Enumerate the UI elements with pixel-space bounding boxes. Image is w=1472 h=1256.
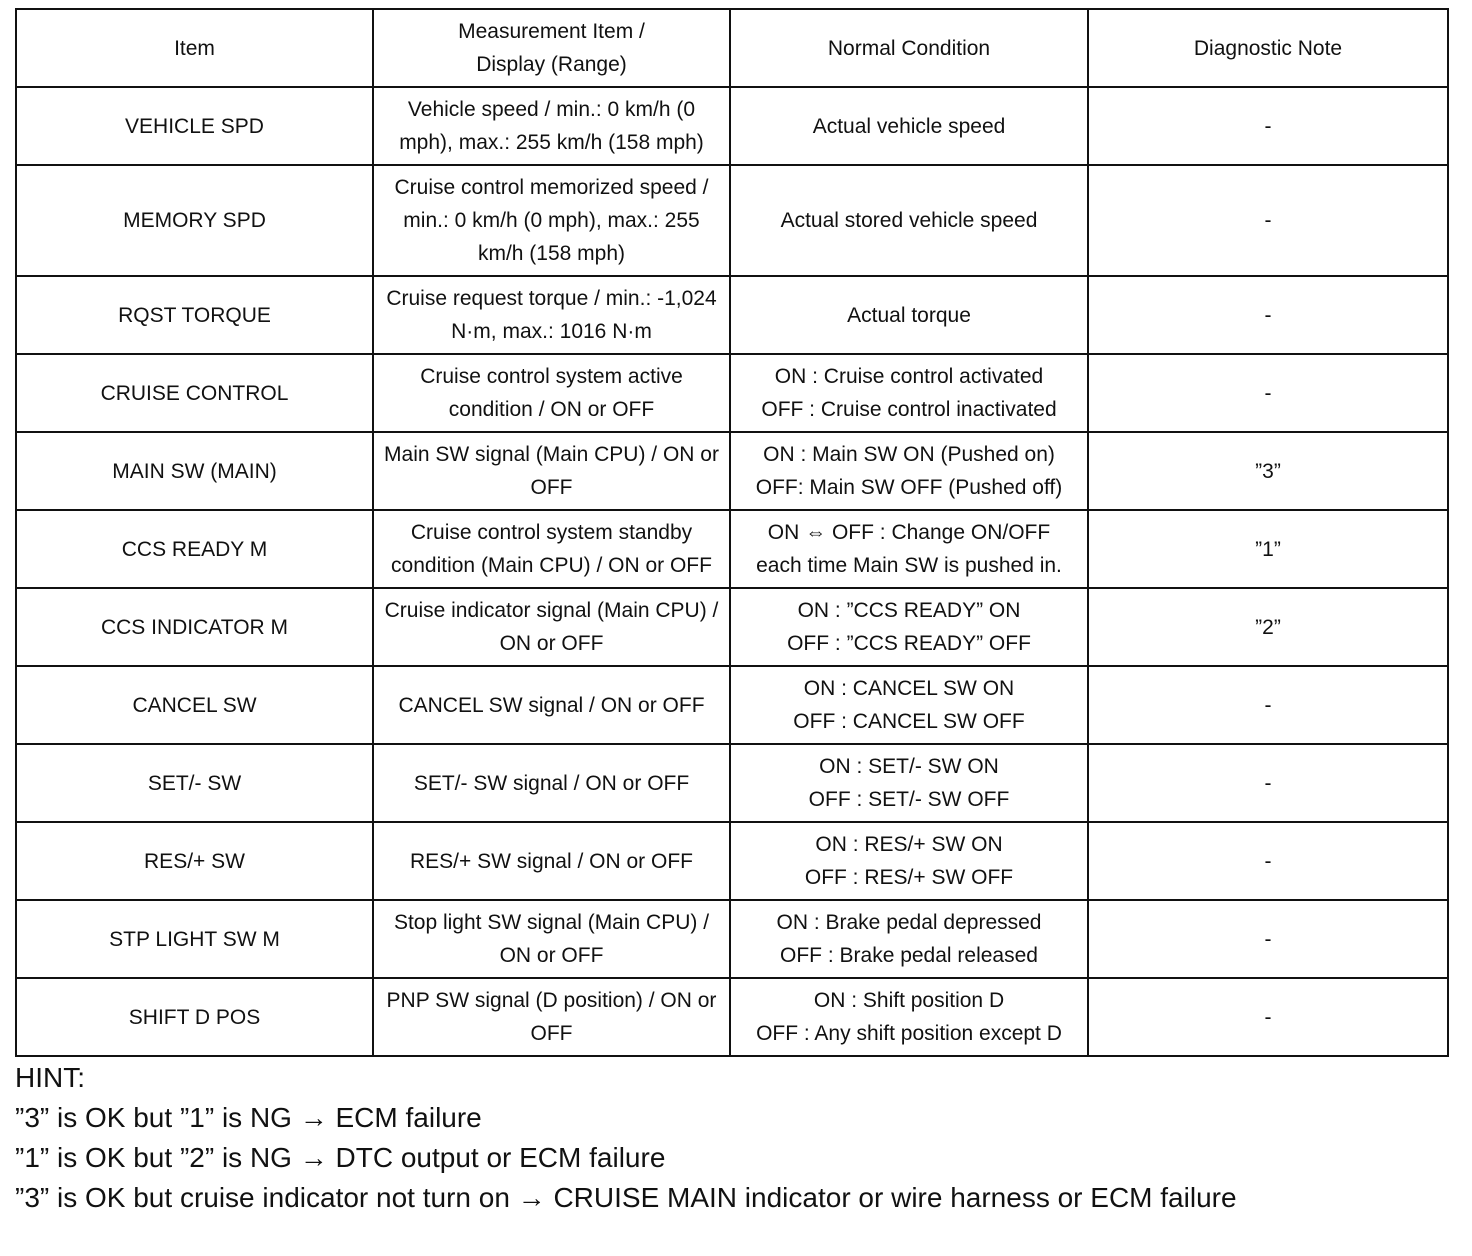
cell-normal-line: ON : Shift position D: [813, 989, 1005, 1012]
cell-normal: [730, 588, 1088, 666]
cell-measurement: Cruise control memorized speed / min.: 0 km/h (0 mph), max.: 255 km/h (158 mph): [373, 165, 730, 276]
cell-normal: [730, 165, 1088, 276]
cell-normal-line: Actual vehicle speed: [812, 114, 1006, 138]
cell-normal-line: OFF : ”CCS READY” OFF: [787, 632, 1031, 655]
cell-note: -: [1088, 900, 1448, 978]
cell-normal: [730, 87, 1088, 165]
cell-measurement: RES/+ SW signal / ON or OFF: [373, 822, 730, 900]
cell-measurement: Vehicle speed / min.: 0 km/h (0 mph), max.: 255 km/h (158 mph): [373, 87, 730, 165]
cell-normal-line: each time Main SW is pushed in.: [756, 554, 1062, 577]
cell-item: CCS READY M: [16, 510, 373, 588]
header-diagnostic-note: Diagnostic Note: [1088, 9, 1448, 87]
cell-normal-line: OFF: Main SW OFF (Pushed off): [755, 476, 1063, 499]
table-row: [16, 87, 1448, 165]
table-row: [16, 744, 1448, 822]
cell-normal: [730, 822, 1088, 900]
cell-normal-line: OFF : RES/+ SW OFF: [804, 866, 1014, 889]
cell-measurement: Cruise request torque / min.: -1,024 N·m, max.: 1016 N·m: [373, 276, 730, 354]
cell-normal-line: ON : Cruise control activated: [774, 365, 1044, 388]
cell-normal-line: OFF : Cruise control inactivated: [761, 398, 1057, 421]
hint-title: HINT:: [15, 1062, 85, 1093]
cell-note: ”3”: [1088, 432, 1448, 510]
cell-normal-line: ON : CANCEL SW ON: [803, 677, 1015, 700]
cell-item: SET/- SW: [16, 744, 373, 822]
cell-note: -: [1088, 354, 1448, 432]
cell-note: -: [1088, 744, 1448, 822]
cell-item: CCS INDICATOR M: [16, 588, 373, 666]
cell-note: -: [1088, 87, 1448, 165]
table-row: [16, 588, 1448, 666]
table-row: [16, 165, 1448, 276]
table-row: [16, 822, 1448, 900]
table-row: [16, 666, 1448, 744]
cell-normal: [730, 276, 1088, 354]
table-row: [16, 978, 1448, 1056]
cell-item: RES/+ SW: [16, 822, 373, 900]
data-list-table: [15, 8, 1449, 1057]
cell-item: VEHICLE SPD: [16, 87, 373, 165]
header-measurement-line2: Display (Range): [476, 53, 627, 76]
cell-normal-line: ON : SET/- SW ON: [819, 755, 999, 778]
cell-normal: [730, 744, 1088, 822]
cell-measurement: CANCEL SW signal / ON or OFF: [373, 666, 730, 744]
cell-measurement: Cruise control system standby condition (Main CPU) / ON or OFF: [373, 510, 730, 588]
cell-note: -: [1088, 978, 1448, 1056]
cell-normal-line: ON : Main SW ON (Pushed on): [763, 443, 1055, 466]
cell-item: SHIFT D POS: [16, 978, 373, 1056]
cell-item: RQST TORQUE: [16, 276, 373, 354]
cell-normal-line: OFF : CANCEL SW OFF: [793, 710, 1025, 733]
cell-normal-line: ON : RES/+ SW ON: [815, 833, 1003, 856]
cell-note: ”2”: [1088, 588, 1448, 666]
hint-line: ”3” is OK but ”1” is NG → ECM failure: [15, 1102, 482, 1133]
header-item: Item: [16, 9, 373, 87]
cell-item: STP LIGHT SW M: [16, 900, 373, 978]
cell-note: -: [1088, 276, 1448, 354]
cell-note: -: [1088, 666, 1448, 744]
cell-measurement: SET/- SW signal / ON or OFF: [373, 744, 730, 822]
cell-measurement: PNP SW signal (D position) / ON or OFF: [373, 978, 730, 1056]
cell-normal-line: OFF : Brake pedal released: [780, 944, 1038, 967]
cell-normal: [730, 978, 1088, 1056]
cell-normal-line: Actual torque: [847, 303, 971, 327]
cell-measurement: Cruise indicator signal (Main CPU) / ON or OFF: [373, 588, 730, 666]
cell-item: CANCEL SW: [16, 666, 373, 744]
cell-normal-line: Actual stored vehicle speed: [780, 209, 1038, 232]
cell-measurement: Main SW signal (Main CPU) / ON or OFF: [373, 432, 730, 510]
cell-item: MAIN SW (MAIN): [16, 432, 373, 510]
cell-item: MEMORY SPD: [16, 165, 373, 276]
cell-normal-line: ON ⇔ OFF : Change ON/OFF: [767, 521, 1051, 544]
table-row: [16, 354, 1448, 432]
hint-line: ”1” is OK but ”2” is NG → DTC output or ECM failure: [15, 1142, 666, 1173]
cell-item: CRUISE CONTROL: [16, 354, 373, 432]
table-row: [16, 510, 1448, 588]
header-measurement: [373, 9, 730, 87]
cell-normal: [730, 900, 1088, 978]
cell-normal-line: OFF : SET/- SW OFF: [808, 788, 1010, 811]
cell-normal: [730, 666, 1088, 744]
cell-measurement: Cruise control system active condition / ON or OFF: [373, 354, 730, 432]
cell-normal: [730, 432, 1088, 510]
cell-normal: [730, 510, 1088, 588]
table-row: [16, 900, 1448, 978]
table-row: [16, 276, 1448, 354]
header-normal-condition: Normal Condition: [730, 9, 1088, 87]
table-header-row: [16, 9, 1448, 87]
cell-note: -: [1088, 822, 1448, 900]
cell-normal-line: ON : Brake pedal depressed: [776, 911, 1042, 934]
hint-section: [15, 1058, 1455, 1218]
cell-normal-line: OFF : Any shift position except D: [756, 1022, 1062, 1045]
hint-line: ”3” is OK but cruise indicator not turn on → CRUISE MAIN indicator or wire harness or ECM failure: [15, 1182, 1237, 1213]
cell-normal-line: ON : ”CCS READY” ON: [797, 599, 1021, 622]
table-row: [16, 432, 1448, 510]
cell-note: -: [1088, 165, 1448, 276]
header-measurement-line1: Measurement Item /: [458, 20, 645, 43]
cell-measurement: Stop light SW signal (Main CPU) / ON or OFF: [373, 900, 730, 978]
cell-normal: [730, 354, 1088, 432]
cell-note: ”1”: [1088, 510, 1448, 588]
